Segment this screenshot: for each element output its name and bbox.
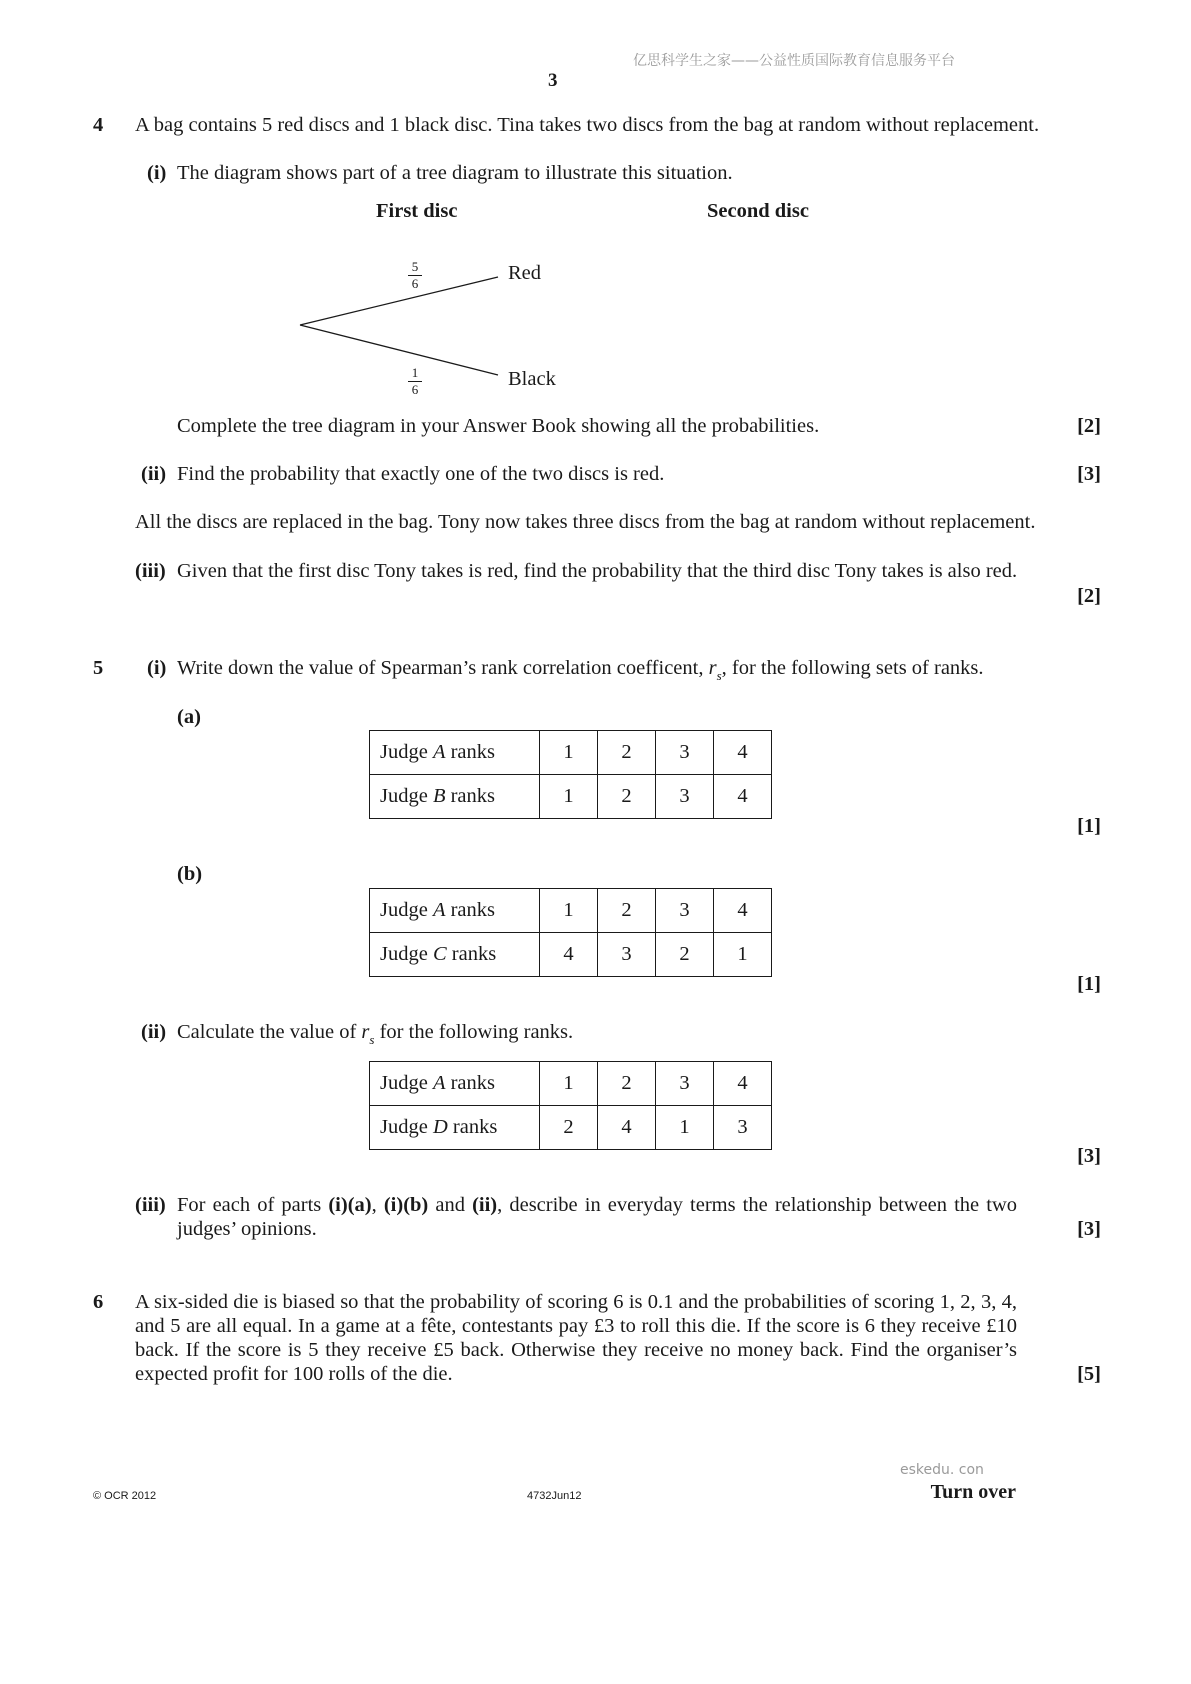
rank-cell: 1 <box>540 731 598 775</box>
q5-iii-label: (iii) <box>135 1194 166 1216</box>
q4-i-text: The diagram shows part of a tree diagram to illustrate this situation. <box>177 162 733 184</box>
rank-cell: 4 <box>598 1106 656 1150</box>
q4-i-marks: [2] <box>1077 415 1101 437</box>
q5-b-label: (b) <box>177 863 203 885</box>
table-row <box>370 933 772 977</box>
rank-cell: 2 <box>540 1106 598 1150</box>
q6-marks: [5] <box>1077 1363 1101 1385</box>
q5-b-marks: [1] <box>1077 973 1101 995</box>
footer-code: 4732Jun12 <box>527 1490 582 1502</box>
rank-cell: 3 <box>656 1062 714 1106</box>
q4-number: 4 <box>93 114 104 136</box>
rank-cell: 4 <box>714 1062 772 1106</box>
rank-cell: 3 <box>656 731 714 775</box>
rank-cell: 1 <box>540 889 598 933</box>
rank-cell: 1 <box>540 775 598 819</box>
q4-i-label: (i) <box>147 162 167 184</box>
rank-cell: 2 <box>656 933 714 977</box>
rank-cell: 1 <box>540 1062 598 1106</box>
q5-a-marks: [1] <box>1077 815 1101 837</box>
rank-cell: 3 <box>656 775 714 819</box>
row-label: Judge A ranks <box>370 1062 540 1106</box>
q6-line-4: expected profit for 100 rolls of the die. <box>135 1363 453 1385</box>
rank-cell: 3 <box>656 889 714 933</box>
rank-cell: 2 <box>598 1062 656 1106</box>
q6-line-3: back. If the score is 5 they receive £5 back. Otherwise they receive no money back. Find the organiser’s <box>135 1339 1017 1361</box>
tree-diagram <box>0 0 1191 420</box>
q5-ii-text: Calculate the value of $r_s$ for the following ranks. <box>177 1021 574 1047</box>
table-row <box>370 1106 772 1150</box>
q4-ii-marks: [3] <box>1077 463 1101 485</box>
ranks-table-d <box>369 1061 772 1150</box>
table-row <box>370 775 772 819</box>
page-number: 3 <box>548 70 558 91</box>
q6-line-2: and 5 are all equal. In a game at a fête, contestants pay £3 to roll this die. If the score is 6 they receive £10 <box>135 1315 1017 1337</box>
rank-cell: 4 <box>540 933 598 977</box>
q4-interlude: All the discs are replaced in the bag. Tony now takes three discs from the bag at random without replacement. <box>135 511 1036 533</box>
q5-i-label: (i) <box>147 657 167 679</box>
header-watermark: 亿思科学生之家——公益性质国际教育信息服务平台 <box>633 53 955 69</box>
row-label: Judge D ranks <box>370 1106 540 1150</box>
table-row <box>370 889 772 933</box>
q4-iii-label: (iii) <box>135 560 166 582</box>
tree-branch-red <box>300 277 498 325</box>
q5-iii-marks: [3] <box>1077 1218 1101 1240</box>
turn-over: Turn over <box>930 1481 1016 1503</box>
q5-iii-line2: judges’ opinions. <box>177 1218 317 1240</box>
q5-i-text: Write down the value of Spearman’s rank correlation coefficent, $r_s$, for the following sets of ranks. <box>177 657 984 683</box>
row-label: Judge B ranks <box>370 775 540 819</box>
q5-ii-marks: [3] <box>1077 1145 1101 1167</box>
ranks-table-b <box>369 888 772 977</box>
q4-i-instruction: Complete the tree diagram in your Answer Book showing all the probabilities. <box>177 415 820 437</box>
tree-second-heading: Second disc <box>707 200 809 222</box>
q4-stem: A bag contains 5 red discs and 1 black disc. Tina takes two discs from the bag at random without replacement. <box>135 114 1040 136</box>
row-label: Judge C ranks <box>370 933 540 977</box>
tree-first-heading: First disc <box>376 200 458 222</box>
tree-branch-black <box>300 325 498 375</box>
tree-outcome-black: Black <box>508 368 556 390</box>
q4-iii-marks: [2] <box>1077 585 1101 607</box>
q5-ii-label: (ii) <box>141 1021 167 1043</box>
q5-iii-line1: For each of parts (i)(a), (i)(b) and (ii), describe in everyday terms the relationship between the two <box>177 1194 1017 1216</box>
tree-prob-red: 5 6 <box>408 260 422 291</box>
rank-cell: 2 <box>598 731 656 775</box>
rank-cell: 1 <box>714 933 772 977</box>
q4-ii-text: Find the probability that exactly one of the two discs is red. <box>177 463 665 485</box>
q4-ii-label: (ii) <box>141 463 167 485</box>
q5-a-label: (a) <box>177 706 201 728</box>
footer-copyright: © OCR 2012 <box>93 1490 157 1502</box>
q5-number: 5 <box>93 657 104 679</box>
row-label: Judge A ranks <box>370 731 540 775</box>
table-row <box>370 1062 772 1106</box>
row-label: Judge A ranks <box>370 889 540 933</box>
rank-cell: 2 <box>598 775 656 819</box>
footer-watermark: eskedu. con <box>900 1462 984 1478</box>
rank-cell: 4 <box>714 731 772 775</box>
q4-iii-text: Given that the first disc Tony takes is red, find the probability that the third disc Tony takes is also red. <box>177 560 1018 582</box>
table-row <box>370 731 772 775</box>
ranks-table-a <box>369 730 772 819</box>
q6-number: 6 <box>93 1291 104 1313</box>
rank-cell: 4 <box>714 889 772 933</box>
tree-outcome-red: Red <box>508 262 542 284</box>
tree-prob-black: 1 6 <box>408 366 422 397</box>
rank-cell: 4 <box>714 775 772 819</box>
q6-line-1: A six-sided die is biased so that the probability of scoring 6 is 0.1 and the probabilities of scoring 1, 2, 3, 4, <box>135 1291 1017 1313</box>
rank-cell: 3 <box>714 1106 772 1150</box>
rank-cell: 1 <box>656 1106 714 1150</box>
rank-cell: 2 <box>598 889 656 933</box>
rank-cell: 3 <box>598 933 656 977</box>
